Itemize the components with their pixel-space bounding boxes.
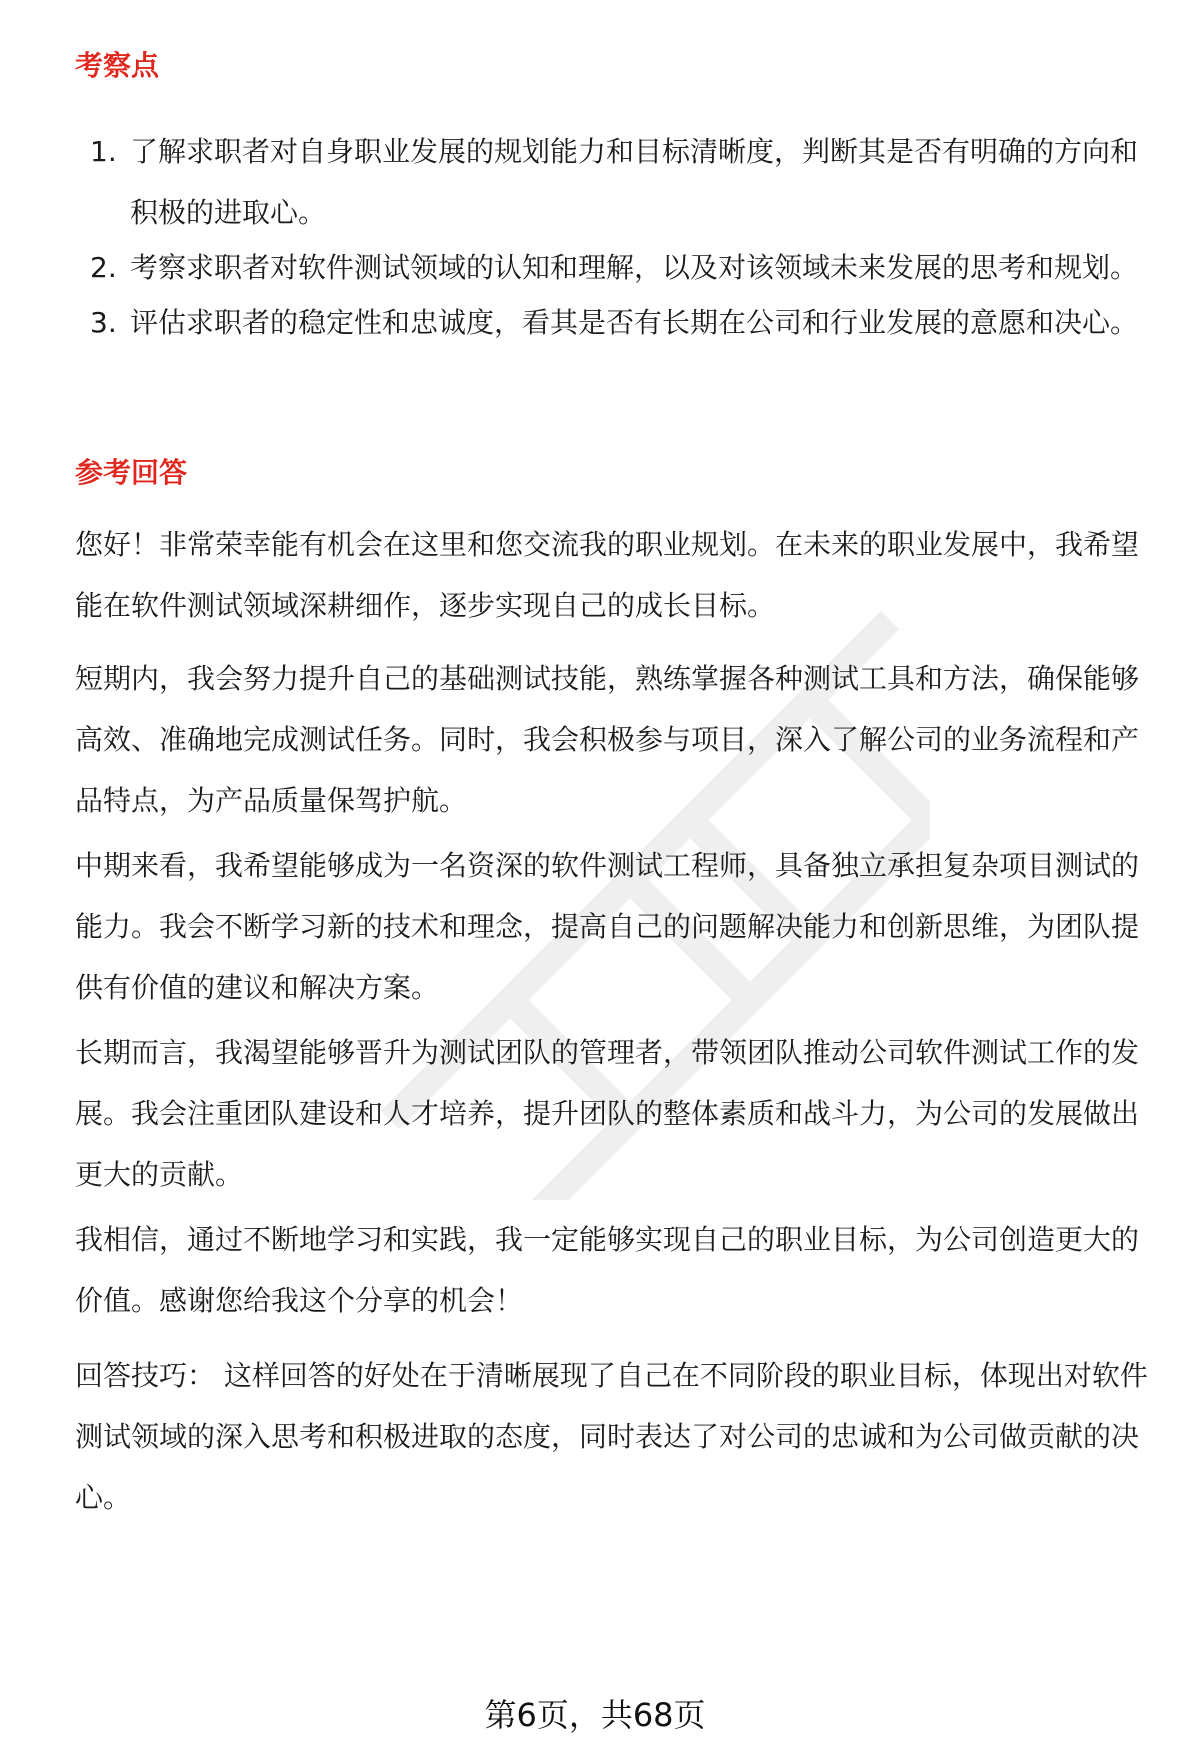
page-number-footer: 第6页，共68页 [484,1696,706,1734]
list-item-text: 考察求职者对软件测试领域的认知和理解，以及对该领域未来发展的思考和规划。 [130,251,1139,284]
answer-paragraph-mid-term: 中期来看，我希望能够成为一名资深的软件测试工程师，具备独立承担复杂项目测试的能力。我会不断学习新的技术和理念，提高自己的问题解决能力和创新思维，为团队提供有价值的建议和解决方案。 [75,849,1140,1004]
list-item [75,292,1165,353]
list-item [75,237,1165,298]
list-item [75,121,1165,243]
list-item-text: 评估求职者的稳定性和忠诚度，看其是否有长期在公司和行业发展的意愿和决心。 [130,306,1139,339]
list-item-text: 了解求职者对自身职业发展的规划能力和目标清晰度，判断其是否有明确的方向和积极的进取心。 [130,135,1139,229]
answer-paragraph-closing: 我相信，通过不断地学习和实践，我一定能够实现自己的职业目标，为公司创造更大的价值。感谢您给我这个分享的机会！ [75,1223,1140,1317]
section-title-points: 考察点 [75,49,160,82]
section-title-answer: 参考回答 [75,456,188,489]
answer-paragraph-short-term: 短期内，我会努力提升自己的基础测试技能，熟练掌握各种测试工具和方法，确保能够高效、准确地完成测试任务。同时，我会积极参与项目，深入了解公司的业务流程和产品特点，为产品质量保驾护航。 [75,662,1140,817]
answer-paragraph-intro: 您好！非常荣幸能有机会在这里和您交流我的职业规划。在未来的职业发展中，我希望能在软件测试领域深耕细作，逐步实现自己的成长目标。 [75,528,1140,622]
list-number: 3. [90,306,117,339]
list-number: 1. [90,135,117,168]
answer-tip-paragraph: 回答技巧： 这样回答的好处在于清晰展现了自己在不同阶段的职业目标，体现出对软件测试领域的深入思考和积极进取的态度，同时表达了对公司的忠诚和为公司做贡献的决心。 [75,1359,1148,1514]
list-number: 2. [90,251,117,284]
answer-paragraph-long-term: 长期而言，我渴望能够晋升为测试团队的管理者，带领团队推动公司软件测试工作的发展。我会注重团队建设和人才培养，提升团队的整体素质和战斗力，为公司的发展做出更大的贡献。 [75,1036,1140,1191]
points-list [75,121,1165,353]
